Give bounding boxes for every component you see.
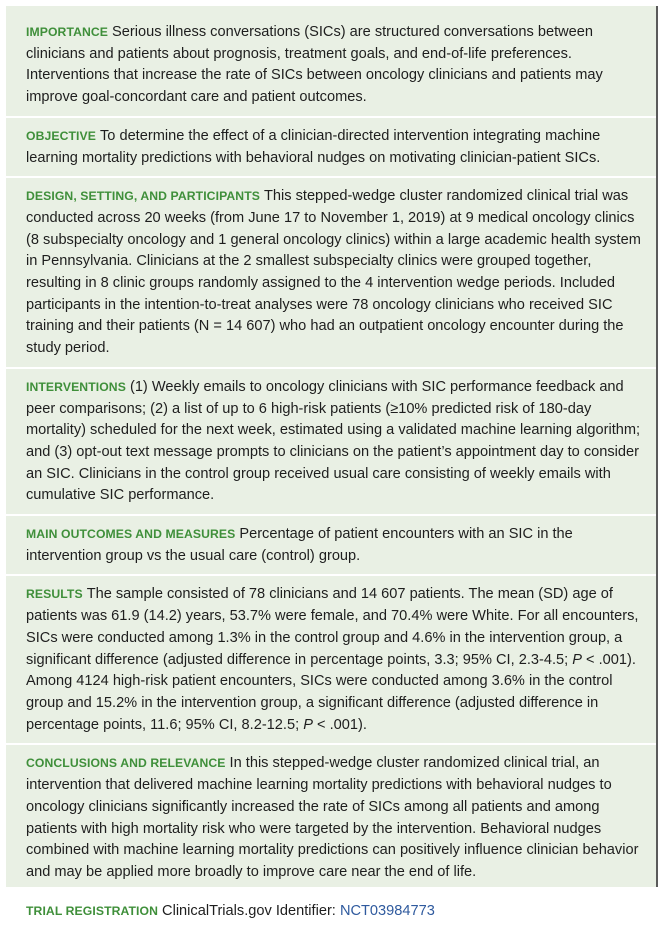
section-text: Percentage of patient encounters with an SIC in the intervention group vs the usual care (control) group. — [26, 526, 573, 564]
section-design-setting-participants — [6, 178, 656, 369]
section-heading: DESIGN, SETTING, AND PARTICIPANTS — [26, 189, 260, 204]
section-text-part1: The sample consisted of 78 clinicians and 14 607 patients. The mean (SD) age of patients was 61.9 (14.2) years, 53.7% were female, and 70.4% were White. For all encounters, SICs were conducted among 1.3% in the control group and 4.6% in the intervention group, a significant difference (adjusted difference in percentage points, 3.3; 95% CI, 2.3-4.5; — [26, 586, 639, 668]
section-heading: RESULTS — [26, 587, 83, 602]
section-text-part2: < .001). Among 4124 high-risk patient encounters, SICs were conducted among 3.6% in the control group and 15.2% in the intervention group, a significant difference (adjusted difference in percentage points, 11.6; 95% CI, 8.2-12.5; — [26, 651, 636, 733]
section-heading: TRIAL REGISTRATION — [26, 903, 159, 918]
section-text: In this stepped-wedge cluster randomized clinical trial, an intervention that delivered machine learning mortality predictions with behavioral nudges to oncology clinicians significantly increased the rate of SICs among all patients and among patients with high mortality risk who were targeted by the intervention. Behavioral nudges combined with machine learning mortality predictions can positively influence clinician behavior and may be applied more broadly to improve care near the end of life. — [26, 755, 639, 880]
section-objective — [6, 118, 656, 178]
section-conclusions — [6, 745, 656, 892]
section-trial-registration — [6, 893, 656, 929]
section-heading: OBJECTIVE — [26, 128, 96, 143]
section-text: ClinicalTrials.gov Identifier: — [162, 902, 336, 919]
p-value-symbol: P — [572, 651, 582, 668]
section-heading: INTERVENTIONS — [26, 379, 126, 394]
section-text: To determine the effect of a clinician-directed intervention integrating machine learning mortality predictions with behavioral nudges on motivating clinician-patient SICs. — [26, 127, 601, 166]
section-heading: CONCLUSIONS AND RELEVANCE — [26, 756, 226, 771]
section-text-part3: < .001). — [312, 716, 367, 733]
abstract-panel — [6, 6, 658, 919]
section-text: This stepped-wedge cluster randomized clinical trial was conducted across 20 weeks (from June 17 to November 1, 2019) at 9 medical oncology clinics (8 subspecialty oncology and 1 general oncology clinics) within a large academic health system in Pennsylvania. Clinicians at the 2 smallest subspecialty clinics were grouped together, resulting in 8 clinic groups randomly assigned to the 4 intervention wedge periods. Included participants in the intention-to-treat analyses were 78 oncology clinicians who received SIC training and their patients (N = 14 607) who had an outpatient oncology encounter during the study period. — [26, 188, 641, 357]
section-text: (1) Weekly emails to oncology clinicians with SIC performance feedback and peer comparisons; (2) a list of up to 6 high-risk patients (≥10% predicted risk of 180-day mortality) scheduled for the next week, estimated using a validated machine learning algorithm; and (3) opt-out text message prompts to clinicians on the patient’s appointment day to consider an SIC. Clinicians in the control group received usual care consisting of weekly emails with cumulative SIC performance. — [26, 378, 641, 504]
trial-registration-link[interactable]: NCT03984773 — [339, 902, 435, 919]
section-importance — [6, 6, 656, 118]
section-main-outcomes — [6, 516, 656, 576]
section-text: Serious illness conversations (SICs) are structured conversations between clinicians and patients about prognosis, treatment goals, and end-of-life preferences. Interventions that increase the rate of SICs between oncology clinicians and patients may improve goal-concordant care and patient outcomes. — [26, 24, 603, 106]
section-results — [6, 576, 656, 745]
section-heading: IMPORTANCE — [26, 25, 109, 39]
section-interventions — [6, 369, 656, 516]
section-heading: MAIN OUTCOMES AND MEASURES — [26, 527, 236, 542]
p-value-symbol: P — [303, 716, 313, 733]
